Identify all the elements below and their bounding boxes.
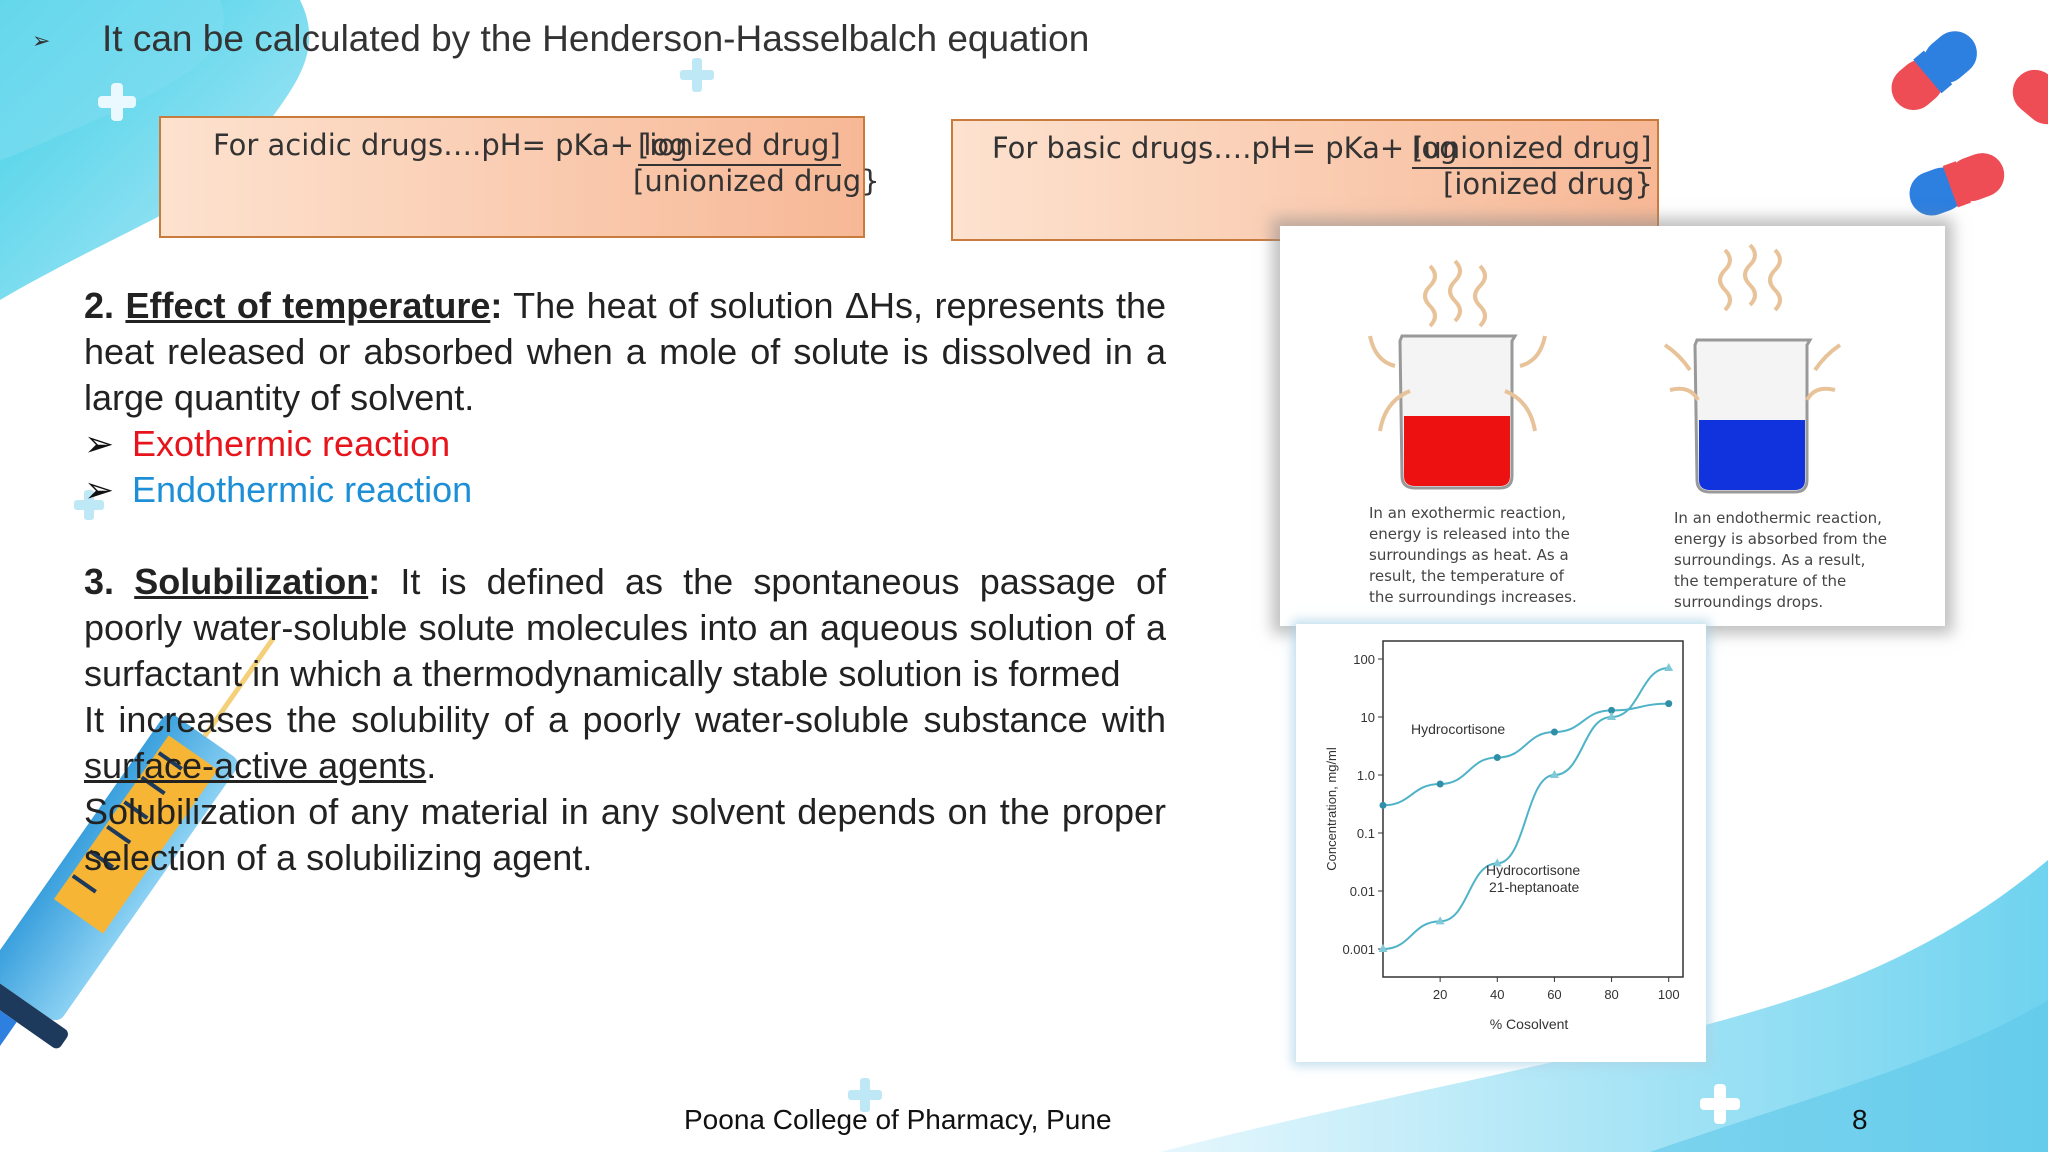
- series-label-heptanoate: Hydrocortisone: [1486, 862, 1581, 878]
- series-line: [1383, 704, 1669, 806]
- solubility-graph: [1296, 624, 1706, 1062]
- surface-active-agents-text: surface-active agents: [84, 745, 427, 786]
- x-tick-label: 20: [1432, 987, 1448, 1002]
- capsule-icon: [1903, 147, 2010, 222]
- y-tick-label: 10: [1360, 710, 1375, 725]
- data-point: [1437, 780, 1444, 787]
- henderson-bullet: [32, 18, 1089, 60]
- formula-numerator: [ionized drug]: [638, 128, 841, 166]
- x-tick-label: 40: [1490, 987, 1505, 1002]
- reaction-beaker-figure: [1280, 226, 1945, 626]
- y-tick-label: 0.01: [1349, 884, 1375, 899]
- data-point: [1551, 729, 1558, 736]
- solubilization-heading: Solubilization: [134, 561, 369, 602]
- exothermic-caption: In an exothermic reaction, energy is released into the surroundings as heat. As a result, the temperature of the surroundings increases.: [1369, 504, 1577, 606]
- solubilization-paragraph-3: Solubilization of any material in any solvent depends on the proper selection of a solubilizing agent.: [84, 791, 1166, 878]
- arrow-bullet-icon: ➢: [32, 28, 51, 54]
- acidic-formula-box: [159, 116, 880, 238]
- x-axis-label: % Cosolvent: [1489, 1016, 1569, 1032]
- henderson-text: It can be calculated by the Henderson-Hasselbalch equation: [102, 18, 1090, 59]
- y-axis-label: Concentration, mg/ml: [1324, 747, 1339, 871]
- x-tick-label: 60: [1547, 987, 1562, 1002]
- solubilization-section: [84, 559, 1166, 881]
- temperature-paragraph: 2. Effect of temperature: The heat of solution ΔHs, represents the heat released or absorbed when a mole of solute is dissolved in a large quantity of solvent.: [84, 285, 1166, 418]
- y-tick-label: 100: [1353, 652, 1375, 667]
- data-point: [1380, 802, 1387, 809]
- endothermic-caption: In an endothermic reaction, energy is absorbed from the surroundings. As a result, the temperature of the surroundings drops.: [1674, 509, 1887, 611]
- formula-numerator: [unionized drug]: [1412, 131, 1651, 169]
- arrow-bullet-icon: ➢: [84, 469, 115, 510]
- formula-denominator: [unionized drug}: [633, 164, 880, 198]
- capsule-icon: [2004, 61, 2048, 133]
- temperature-heading: Effect of temperature: [125, 285, 491, 326]
- formula-lead: For acidic drugs….pH= pKa+ log: [213, 128, 688, 162]
- y-tick-label: 0.1: [1356, 826, 1375, 841]
- y-tick-label: 1.0: [1356, 768, 1375, 783]
- solubilization-paragraph-2: It increases the solubility of a poorly water-soluble substance with surface-active agents.: [84, 699, 1166, 786]
- temperature-section: [84, 283, 1166, 513]
- data-point: [1494, 754, 1501, 761]
- x-tick-label: 100: [1657, 987, 1680, 1002]
- endothermic-bullet: ➢ Endothermic reaction: [84, 467, 1166, 513]
- x-tick-label: 80: [1604, 987, 1619, 1002]
- slide-number: 8: [1852, 1104, 1868, 1135]
- capsule-icon: [1883, 22, 1986, 119]
- data-point: [1664, 663, 1673, 671]
- footer-institution: Poona College of Pharmacy, Pune: [684, 1104, 1112, 1135]
- formula-denominator: [ionized drug}: [1443, 167, 1653, 201]
- series-label-hydrocortisone: Hydrocortisone: [1411, 721, 1506, 737]
- basic-formula-box: [951, 119, 1659, 241]
- y-tick-label: 0.001: [1342, 942, 1375, 957]
- endothermic-beaker: [1665, 245, 1840, 492]
- exothermic-bullet: ➢ Exothermic reaction: [84, 421, 1166, 467]
- series-label-heptanoate-line2: 21-heptanoate: [1489, 879, 1580, 895]
- solubilization-definition: 3. Solubilization: It is defined as the spontaneous passage of poorly water-soluble solute molecules into an aqueous solution of a surfactant in which a thermodynamically stable solution is formed: [84, 561, 1166, 694]
- formula-lead: For basic drugs….pH= pKa+ log: [992, 131, 1458, 165]
- plot-frame: [1383, 641, 1683, 977]
- data-point: [1665, 700, 1672, 707]
- arrow-bullet-icon: ➢: [84, 423, 115, 464]
- exothermic-beaker: [1370, 261, 1545, 488]
